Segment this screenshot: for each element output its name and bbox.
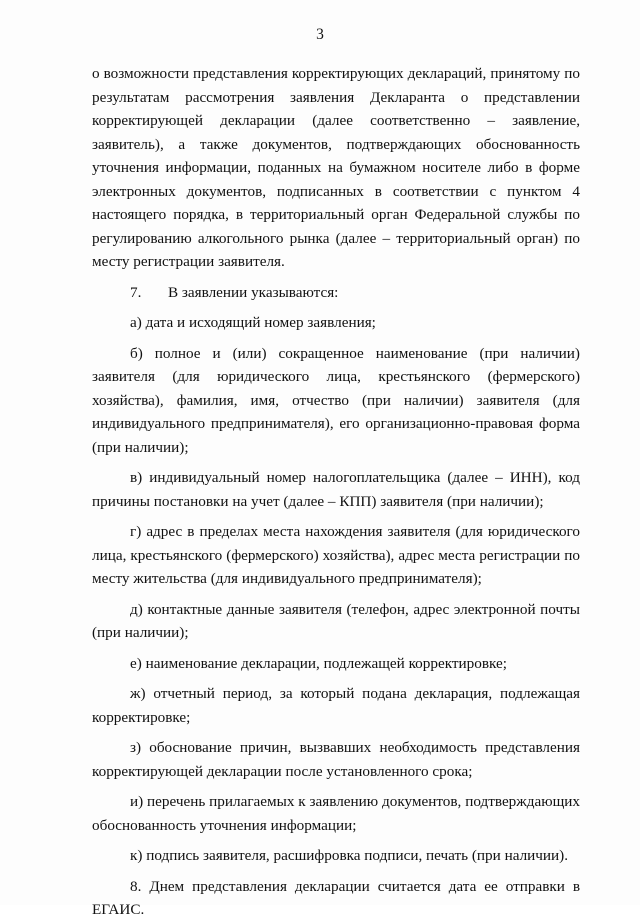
document-body — [92, 62, 580, 922]
paragraph-intro-continuation: о возможности представления корректирующих деклараций, принятому по результатам рассмотрения заявления Декларанта о представлении корректирующей декларации (далее соответственно – заявление, заявитель), а также документов, подтверждающих обоснованность уточнения информации, поданных на бумажном носителе либо в форме электронных документов, подписанных в соответствии с пунктом 4 настоящего порядка, в территориальный орган Федеральной службы по регулированию алкогольного рынка (далее – территориальный орган) по месту регистрации заявителя. — [92, 65, 580, 270]
paragraph-item-7z: з) обоснование причин, вызвавших необходимость представления корректирующей декларации после установленного срока; — [92, 739, 580, 780]
paragraph-item-7-heading: 7. В заявлении указываются: — [130, 283, 339, 301]
paragraph-item-7k: к) подпись заявителя, расшифровка подписи, печать (при наличии). — [130, 847, 569, 864]
page-number: 3 — [316, 26, 324, 43]
paragraph-item-7d: д) контактные данные заявителя (телефон, адрес электронной почты (при наличии); — [92, 600, 580, 641]
paragraph-item-7e: е) наименование декларации, подлежащей корректировке; — [130, 654, 507, 672]
paragraph-item-7g: г) адрес в пределах места нахождения заявителя (для юридического лица, крестьянского (фермерского) хозяйства), адрес места регистрации по месту жительства (для индивидуального предпринимателя); — [92, 523, 580, 587]
paragraph-item-7i: и) перечень прилагаемых к заявлению документов, подтверждающих обоснованность уточнения информации; — [92, 793, 580, 834]
paragraph-item-8: 8. Днем представления декларации считается дата ее отправки в ЕГАИС. — [92, 877, 580, 918]
paragraph-item-7zh: ж) отчетный период, за который подана декларация, подлежащая корректировке; — [92, 685, 580, 726]
paragraph-item-7b: б) полное и (или) сокращенное наименование (при наличии) заявителя (для юридического лица, крестьянского (фермерского) хозяйства), фамилия, имя, отчество (при наличии) заявителя (для индивидуального предпринимателя), его организационно-правовая форма (при наличии); — [92, 344, 580, 456]
paragraph-item-7a: а) дата и исходящий номер заявления; — [130, 314, 376, 331]
paragraph-item-7v: в) индивидуальный номер налогоплательщика (далее – ИНН), код причины постановки на учет (далее – КПП) заявителя (при наличии); — [92, 469, 580, 510]
